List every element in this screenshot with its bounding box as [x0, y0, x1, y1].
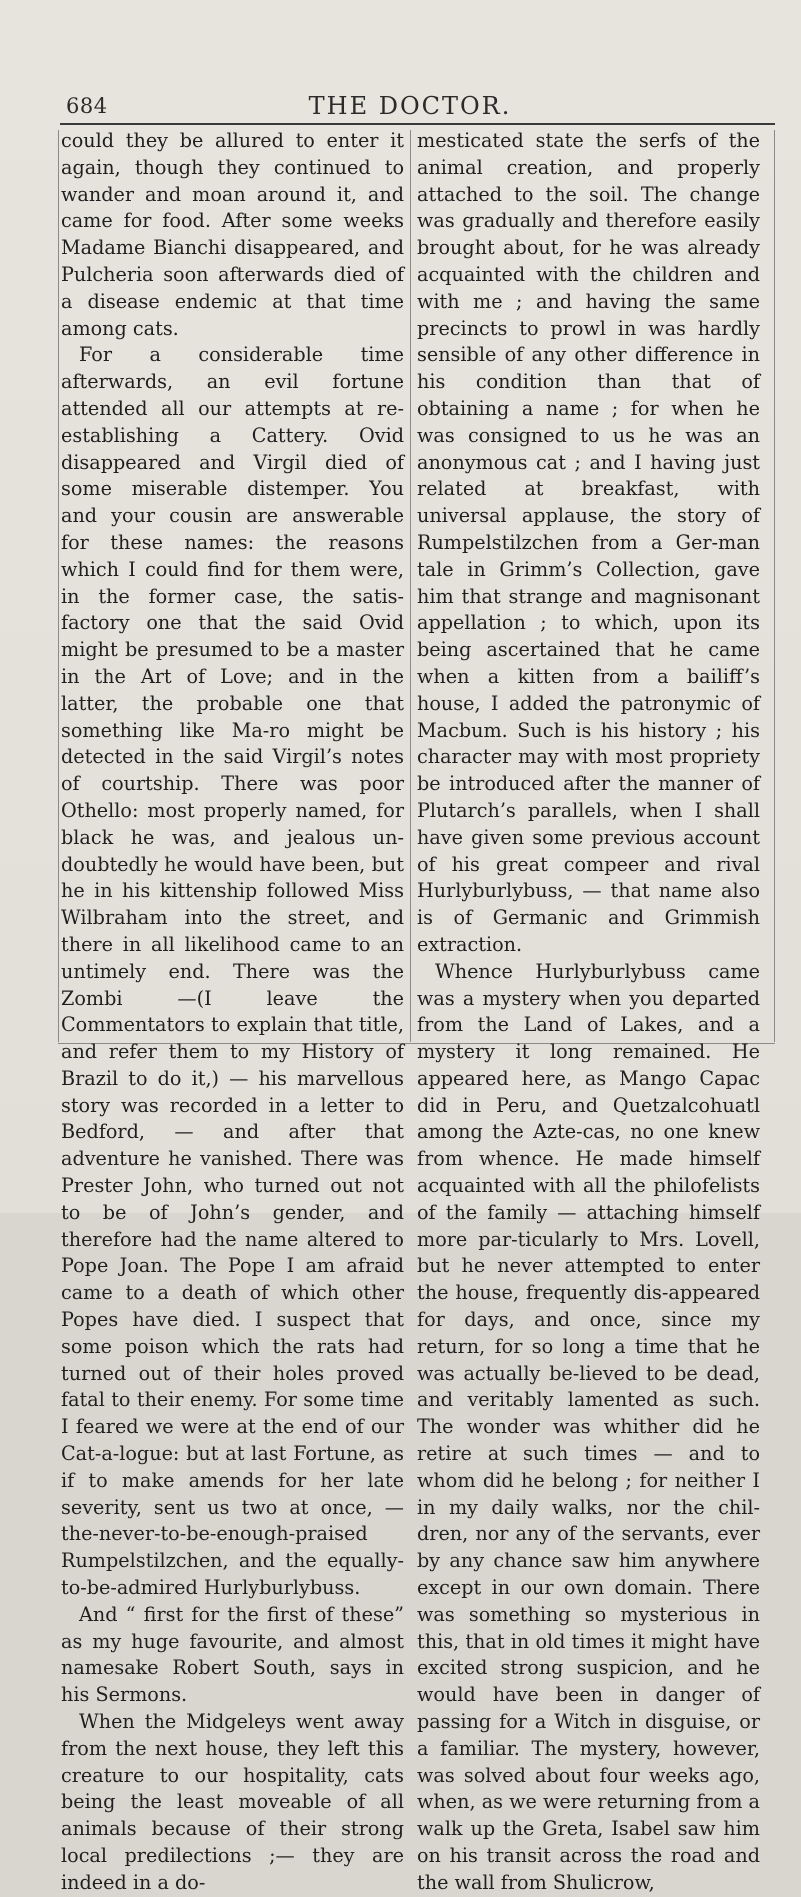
header-rule: [60, 123, 775, 125]
right-paragraph-1: mesticated state the serfs of the animal creation, and properly attached to the soil. The change was gradually and therefore easily brought about, for he was already acquainted with the children and with me ; and having the same precincts to prowl in was hardly sensible of any other difference in his condition than that of obtaining a name ; for when he was consigned to us he was an anonymous cat ; and I having just related at breakfast, with universal applause, the story of Rumpelstilzchen from a Ger-man tale in Grimm’s Collection, gave him that strange and magnisonant appellation ; to which, upon its being ascertained that he came when a kitten from a bailiff’s house, I added the patronymic of Macbum. Such is his history ; his character may with most propriety be introduced after the manner of Plutarch’s parallels, when I shall have given some previous account of his great compeer and rival Hurlyburlybuss, — that name also is of Germanic and Grimmish extraction.: [417, 129, 760, 956]
right-paragraph-2: Whence Hurlyburlybuss came was a mystery when you departed from the Land of Lakes, and a mystery it long remained. He appeared here, as Mango Capac did in Peru, and Quetzalcohuatl among the Azte-cas, no one knew from whence. He made himself acquainted with all the philofelists of the family — attaching himself more par-ticularly to Mrs. Lovell, but he never attempted to enter the house, frequently dis-appeared for days, and once, since my return, for so long a time that he was actually be-lieved to be dead, and veritably lamented as such. The wonder was whither did he retire at such times — and to whom did he belong ; for neither I in my daily walks, nor the chil-dren, nor any of the servants, ever by any chance saw him anywhere except in our own domain. There was something so mysterious in this, that in old times it might have excited strong suspicion, and he would have been in danger of passing for a Witch in disguise, or a familiar. The mystery, however, was solved about four weeks ago, when, as we were returning from a walk up the Greta, Isabel saw him on his transit across the road and the wall from Shulicrow,: [417, 959, 760, 1894]
page-number: 684: [66, 94, 108, 118]
column-divider: [410, 130, 411, 1042]
page-header: [60, 92, 760, 122]
left-column: [61, 128, 404, 1894]
left-border-line: [58, 130, 59, 1042]
left-paragraph-1: could they be allured to enter it again, though they continued to wander and moan around it, and came for food. After some weeks Madame Bianchi disappeared, and Pulcheria soon afterwards died of a disease endemic at that time among cats.: [61, 129, 404, 340]
left-paragraph-4: When the Midgeleys went away from the next house, they left this creature to our hospitality, cats being the least moveable of all animals because of their strong local predilections ;— they are indeed in a do-: [61, 1710, 404, 1894]
right-column: [417, 128, 760, 1894]
left-paragraph-3: And “ first for the first of these” as my huge favourite, and almost namesake Robert South, says in his Sermons.: [61, 1602, 404, 1707]
right-border-line: [774, 130, 775, 1042]
left-paragraph-2: For a considerable time afterwards, an evil fortune attended all our attempts at re-establishing a Cattery. Ovid disappeared and Virgil died of some miserable distemper. You and your cousin are answerable for these names: the reasons which I could find for them were, in the former case, the satis-factory one that the said Ovid might be presumed to be a master in the Art of Love; and in the latter, the probable one that something like Ma-ro might be detected in the said Virgil’s notes of courtship. There was poor Othello: most properly named, for black he was, and jealous un-doubtedly he would have been, but he in his kittenship followed Miss Wilbraham into the street, and there in all likelihood came to an untimely end. There was the Zombi —(I leave the Commentators to explain that title, and refer them to my History of Brazil to do it,) — his marvellous story was recorded in a letter to Bedford, — and after that adventure he vanished. There was Prester John, who turned out not to be of John’s gender, and therefore had the name altered to Pope Joan. The Pope I am afraid came to a death of which other Popes have died. I suspect that some poison which the rats had turned out of their holes proved fatal to their enemy. For some time I feared we were at the end of our Cat-a-logue: but at last Fortune, as if to make amends for her late severity, sent us two at once, — the-never-to-be-enough-praised Rumpelstilzchen, and the equally-to-be-admired Hurlyburlybuss.: [61, 343, 404, 1600]
running-head: THE DOCTOR.: [308, 92, 512, 120]
